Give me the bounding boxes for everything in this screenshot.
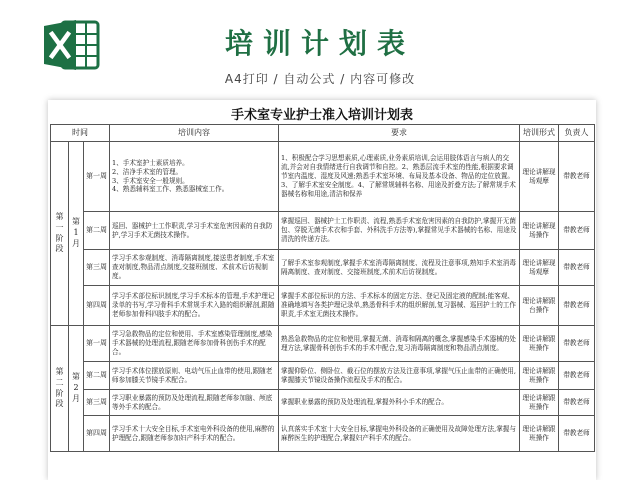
form-cell: 理论讲解跟班操作	[520, 326, 559, 362]
banner	[0, 0, 640, 100]
requirement-cell: 掌握手术部位标识的方法、手术标本的固定方法、登记及固定液的配制;能客观、准确地填写各类护理记录单,熟悉骨科手术的组织解剖,复习器械、巡回护士的工作职责,手术室无菌技术操作。	[279, 286, 520, 326]
form-cell: 理论讲解现场观摩	[520, 142, 559, 212]
requirement-cell: 掌握巡回、器械护士工作职责、流程,熟悉手术室危害因素的自我防护,掌握开无菌包、穿脱无菌手术衣和手套、外科洗手方法等),掌握常见手术器械的名称、用途及清洗的传递方法。	[279, 212, 520, 250]
page-title: 培训计划表	[224, 27, 415, 60]
month-cell: 第2月	[69, 326, 84, 452]
requirement-cell: 掌握职业暴露的预防及处理流程,掌握外科小手术的配合。	[279, 390, 520, 416]
requirement-cell: 掌握仰卧位、侧卧位、截石位的摆放方法及注意事项,掌握气压止血带的正确使用,掌握膝关节镜设备操作流程及手术的配合。	[279, 362, 520, 390]
table-row	[51, 416, 595, 452]
owner-cell: 带教老师	[559, 142, 595, 212]
form-cell: 理论讲解跟班操作	[520, 416, 559, 452]
week-cell: 第三周	[84, 390, 110, 416]
column-header: 时间	[51, 125, 110, 142]
document-title: 手术室专业护士准入培训计划表	[230, 108, 413, 123]
column-header: 培训内容	[110, 125, 279, 142]
week-cell: 第四周	[84, 286, 110, 326]
content-cell: 1、手术室护士素质培养。 2、洁净手术室的管理。 3、手术室安全一般规则。 4、熟悉辅料室工作、熟悉器械室工作。	[110, 142, 279, 212]
column-header: 要求	[279, 125, 520, 142]
training-plan-table	[50, 124, 595, 452]
owner-cell: 带教老师	[559, 390, 595, 416]
content-cell: 学习职业暴露的预防及处理流程,跟随老师参加脑、颅底等外手术的配合。	[110, 390, 279, 416]
content-cell: 学习急救物品的定位和使用、手术室感染管理制度,感染手术器械的处理流程,跟随老师参加骨科创伤手术的配合。	[110, 326, 279, 362]
form-cell: 理论讲解跟班操作	[520, 390, 559, 416]
header-row	[51, 125, 595, 142]
table-row	[51, 362, 595, 390]
document-sheet	[48, 100, 596, 480]
owner-cell: 带教老师	[559, 416, 595, 452]
form-cell: 理论讲解现场操作	[520, 212, 559, 250]
content-cell: 学习手术部位标识制度,学习手术标本的管理,手术护理记录单的书写,学习骨科手术常规手术入路的组织解剖,跟随老师参加骨科四肢手术的配合。	[110, 286, 279, 326]
week-cell: 第一周	[84, 326, 110, 362]
phase-cell: 第一阶段	[51, 142, 69, 326]
owner-cell: 带教老师	[559, 212, 595, 250]
content-cell: 学习手术体位摆放原则、电动气压止血带的使用,跟随老师参加膝关节镜手术配合。	[110, 362, 279, 390]
table-row	[51, 250, 595, 286]
table-row	[51, 390, 595, 416]
table-row	[51, 142, 595, 212]
owner-cell: 带教老师	[559, 362, 595, 390]
requirement-cell: 了解手术室参观制度,掌握手术室消毒隔离制度、流程及注意事项,熟知手术室消毒隔离制度、查对制度、交接班制度,术前术后访视制度。	[279, 250, 520, 286]
form-cell: 理论讲解现场观摩	[520, 250, 559, 286]
week-cell: 第三周	[84, 250, 110, 286]
owner-cell: 带教老师	[559, 326, 595, 362]
requirement-cell: 认真落实手术室十大安全目标,掌握电外科设备的正确使用及故障处理方法,掌握与麻醉医生的护理配合,掌握妇产科手术的配合。	[279, 416, 520, 452]
week-cell: 第二周	[84, 212, 110, 250]
requirement-cell: 熟悉急救物品的定位和使用,掌握无菌、消毒和隔离的概念,掌握感染手术器械的处理方法,掌握骨科创伤手术的手术中配合,复习消毒隔离制度和物品清点制度。	[279, 326, 520, 362]
form-cell: 理论讲解跟班操作	[520, 362, 559, 390]
week-cell: 第四周	[84, 416, 110, 452]
content-cell: 学习手术十大安全目标,手术室电外科设备的使用,麻醉的护理配合,跟随老师参加妇产科手术的配合。	[110, 416, 279, 452]
table-row	[51, 286, 595, 326]
week-cell: 第二周	[84, 362, 110, 390]
table-row	[51, 326, 595, 362]
column-header: 负责人	[559, 125, 595, 142]
requirement-cell: 1、积极配合学习思想素质,心理素质,业务素质培训,会运用肢体语言与病人的交流,并会对自我情绪进行自我调节和自控。2、熟悉层流手术室的性能,根据要求调节室内温度、湿度及风速;熟悉手术室环境、布局及基本设备、物品的定位放置。3、了解手术室安全制度。4、了解常规辅料名称、用途及折叠方法;了解常规手术器械名称和用途,清洁和保养	[279, 142, 520, 212]
table-row	[51, 212, 595, 250]
owner-cell: 带教老师	[559, 286, 595, 326]
page-subtitle: A4打印 / 自动公式 / 内容可修改	[224, 72, 416, 86]
form-cell: 理论讲解跟台操作	[520, 286, 559, 326]
column-header: 培训形式	[520, 125, 559, 142]
owner-cell: 带教老师	[559, 250, 595, 286]
week-cell: 第一周	[84, 142, 110, 212]
content-cell: 学习手术参观制度、消毒隔离制度,接送患者制度,手术室查对制度,物品清点制度,交接班制度、术前术后访视制度。	[110, 250, 279, 286]
phase-cell: 第二阶段	[51, 326, 69, 452]
month-cell: 第1月	[69, 142, 84, 326]
content-cell: 巡回、器械护士工作职责,学习手术室危害因素的自我防护,学习手术无菌技术操作。	[110, 212, 279, 250]
